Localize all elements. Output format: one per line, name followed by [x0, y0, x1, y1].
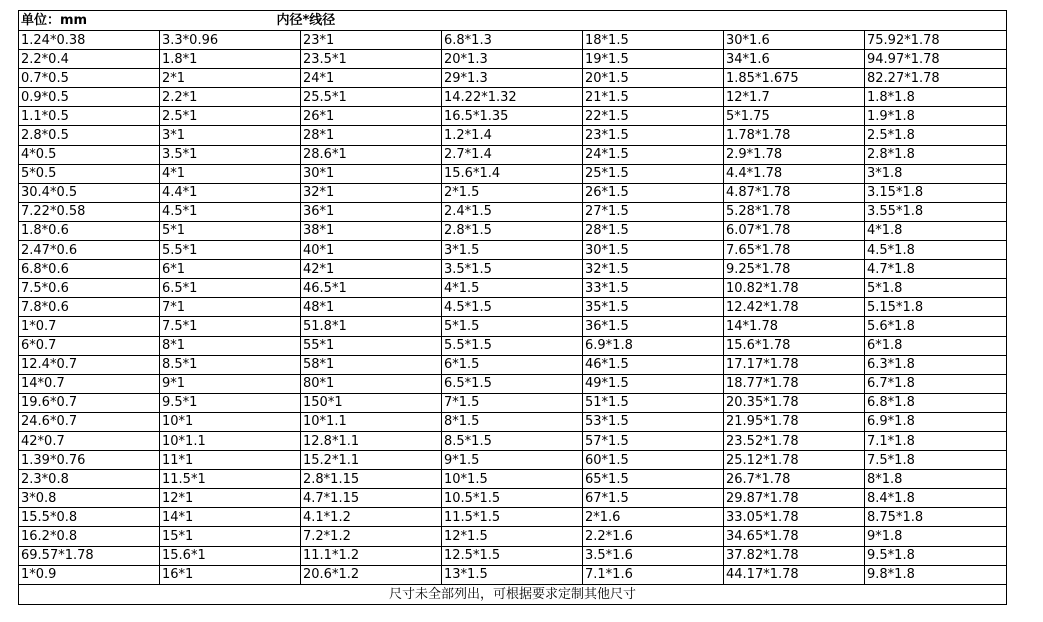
table-cell: 49*1.5: [583, 374, 724, 393]
table-cell: 20*1.5: [583, 69, 724, 88]
table-cell: 44.17*1.78: [724, 565, 865, 584]
table-cell: 6.07*1.78: [724, 221, 865, 240]
table-cell: 9.25*1.78: [724, 260, 865, 279]
table-cell: 6*1.5: [442, 355, 583, 374]
table-cell: 80*1: [301, 374, 442, 393]
table-cell: 21*1.5: [583, 88, 724, 107]
table-cell: 4.5*1.5: [442, 298, 583, 317]
table-row: [19, 355, 1007, 374]
table-cell: 38*1: [301, 221, 442, 240]
table-cell: 10*1.5: [442, 470, 583, 489]
table-cell: 42*0.7: [19, 431, 160, 450]
table-cell: 2.2*1.6: [583, 527, 724, 546]
table-cell: 30*1: [301, 164, 442, 183]
table-cell: 23.5*1: [301, 50, 442, 69]
table-cell: 18.77*1.78: [724, 374, 865, 393]
table-cell: 6.7*1.8: [865, 374, 1007, 393]
table-cell: 5.28*1.78: [724, 202, 865, 221]
table-cell: 12*1: [160, 489, 301, 508]
table-cell: 3.5*1.6: [583, 546, 724, 565]
table-cell: 6.3*1.8: [865, 355, 1007, 374]
table-cell: 25*1.5: [583, 164, 724, 183]
table-cell: 6.8*0.6: [19, 260, 160, 279]
table-cell: 6.8*1.3: [442, 31, 583, 50]
table-cell: 51*1.5: [583, 393, 724, 412]
table-cell: 15*1: [160, 527, 301, 546]
table-row: [19, 565, 1007, 584]
table-row: [19, 107, 1007, 126]
table-row: [19, 145, 1007, 164]
table-cell: 7*1.5: [442, 393, 583, 412]
table-cell: 30.4*0.5: [19, 183, 160, 202]
table-cell: 1.8*0.6: [19, 221, 160, 240]
table-cell: 11*1: [160, 451, 301, 470]
table-cell: 2.4*1.5: [442, 202, 583, 221]
table-cell: 29*1.3: [442, 69, 583, 88]
table-cell: 3.5*1.5: [442, 260, 583, 279]
table-cell: 48*1: [301, 298, 442, 317]
table-row: [19, 489, 1007, 508]
table-cell: 5*1.8: [865, 279, 1007, 298]
table-row: [19, 451, 1007, 470]
table-cell: 4.7*1.8: [865, 260, 1007, 279]
table-cell: 30*1.6: [724, 31, 865, 50]
table-cell: 55*1: [301, 336, 442, 355]
table-cell: 3*1: [160, 126, 301, 145]
table-row: [19, 69, 1007, 88]
table-cell: 9*1.5: [442, 451, 583, 470]
table-cell: 40*1: [301, 241, 442, 260]
table-row: [19, 527, 1007, 546]
table-cell: 4.87*1.78: [724, 183, 865, 202]
table-cell: 12.8*1.1: [301, 431, 442, 450]
table-cell: 65*1.5: [583, 470, 724, 489]
table-cell: 2.5*1: [160, 107, 301, 126]
table-cell: 4.1*1.2: [301, 508, 442, 527]
table-cell: 4.4*1.78: [724, 164, 865, 183]
table-cell: 3.15*1.8: [865, 183, 1007, 202]
table-cell: 6.9*1.8: [583, 336, 724, 355]
table-cell: 3*1.8: [865, 164, 1007, 183]
table-cell: 6*1: [160, 260, 301, 279]
table-cell: 10.82*1.78: [724, 279, 865, 298]
table-cell: 5*1.75: [724, 107, 865, 126]
table-cell: 7.65*1.78: [724, 241, 865, 260]
table-cell: 53*1.5: [583, 412, 724, 431]
table-cell: 36*1: [301, 202, 442, 221]
table-cell: 16*1: [160, 565, 301, 584]
table-cell: 10*1.1: [160, 431, 301, 450]
table-cell: 18*1.5: [583, 31, 724, 50]
table-cell: 1*0.7: [19, 317, 160, 336]
table-cell: 15.6*1: [160, 546, 301, 565]
table-cell: 7*1: [160, 298, 301, 317]
table-cell: 4.7*1.15: [301, 489, 442, 508]
table-cell: 9*1: [160, 374, 301, 393]
table-row: [19, 260, 1007, 279]
table-cell: 7.1*1.8: [865, 431, 1007, 450]
table-cell: 75.92*1.78: [865, 31, 1007, 50]
table-cell: 2.8*1.5: [442, 221, 583, 240]
table-cell: 2.7*1.4: [442, 145, 583, 164]
table-cell: 16.2*0.8: [19, 527, 160, 546]
table-cell: 12.5*1.5: [442, 546, 583, 565]
table-cell: 4*1.8: [865, 221, 1007, 240]
table-cell: 1.2*1.4: [442, 126, 583, 145]
table-cell: 26*1: [301, 107, 442, 126]
table-cell: 10.5*1.5: [442, 489, 583, 508]
table-cell: 8.5*1.5: [442, 431, 583, 450]
table-cell: 46.5*1: [301, 279, 442, 298]
table-cell: 14*1.78: [724, 317, 865, 336]
table-cell: 4.4*1: [160, 183, 301, 202]
table-cell: 26*1.5: [583, 183, 724, 202]
table-row: [19, 470, 1007, 489]
table-row: [19, 317, 1007, 336]
table-cell: 4.5*1.8: [865, 241, 1007, 260]
table-cell: 9.5*1.8: [865, 546, 1007, 565]
table-cell: 15.2*1.1: [301, 451, 442, 470]
table-row: [19, 241, 1007, 260]
table-cell: 2*1.5: [442, 183, 583, 202]
table-row: [19, 88, 1007, 107]
table-cell: 5.5*1: [160, 241, 301, 260]
table-cell: 25.12*1.78: [724, 451, 865, 470]
table-cell: 10*1.1: [301, 412, 442, 431]
table-cell: 3*1.5: [442, 241, 583, 260]
table-cell: 7.2*1.2: [301, 527, 442, 546]
table-cell: 20.35*1.78: [724, 393, 865, 412]
table-cell: 5.15*1.8: [865, 298, 1007, 317]
table-cell: 2.2*1: [160, 88, 301, 107]
table-cell: 6.5*1: [160, 279, 301, 298]
table-cell: 27*1.5: [583, 202, 724, 221]
table-cell: 6.9*1.8: [865, 412, 1007, 431]
table-cell: 15.5*0.8: [19, 508, 160, 527]
table-cell: 11.1*1.2: [301, 546, 442, 565]
table-cell: 7.5*0.6: [19, 279, 160, 298]
table-cell: 1.78*1.78: [724, 126, 865, 145]
table-cell: 2*1.6: [583, 508, 724, 527]
table-cell: 12.4*0.7: [19, 355, 160, 374]
table-cell: 24*1: [301, 69, 442, 88]
table-cell: 20*1.3: [442, 50, 583, 69]
table-row: [19, 412, 1007, 431]
table-row: [19, 336, 1007, 355]
table-cell: 1.1*0.5: [19, 107, 160, 126]
table-cell: 57*1.5: [583, 431, 724, 450]
table-cell: 4*1: [160, 164, 301, 183]
table-cell: 32*1.5: [583, 260, 724, 279]
table-cell: 14*1: [160, 508, 301, 527]
table-cell: 5.6*1.8: [865, 317, 1007, 336]
table-cell: 1.85*1.675: [724, 69, 865, 88]
table-cell: 30*1.5: [583, 241, 724, 260]
table-cell: 8*1.8: [865, 470, 1007, 489]
table-row: [19, 31, 1007, 50]
table-row: [19, 279, 1007, 298]
table-cell: 3.5*1: [160, 145, 301, 164]
table-row: [19, 202, 1007, 221]
table-cell: 11.5*1: [160, 470, 301, 489]
table-cell: 33*1.5: [583, 279, 724, 298]
table-cell: 33.05*1.78: [724, 508, 865, 527]
table-cell: 8*1: [160, 336, 301, 355]
table-cell: 8*1.5: [442, 412, 583, 431]
table-cell: 5*0.5: [19, 164, 160, 183]
table-row: [19, 546, 1007, 565]
table-cell: 10*1: [160, 412, 301, 431]
table-cell: 25.5*1: [301, 88, 442, 107]
table-cell: 8.75*1.8: [865, 508, 1007, 527]
table-cell: 9.8*1.8: [865, 565, 1007, 584]
table-cell: 6.5*1.5: [442, 374, 583, 393]
table-cell: 58*1: [301, 355, 442, 374]
table-cell: 35*1.5: [583, 298, 724, 317]
table-cell: 42*1: [301, 260, 442, 279]
table-cell: 23*1.5: [583, 126, 724, 145]
table-cell: 150*1: [301, 393, 442, 412]
table-cell: 67*1.5: [583, 489, 724, 508]
table-cell: 6.8*1.8: [865, 393, 1007, 412]
table-cell: 34.65*1.78: [724, 527, 865, 546]
table-cell: 24.6*0.7: [19, 412, 160, 431]
table-cell: 15.6*1.4: [442, 164, 583, 183]
table-cell: 28*1.5: [583, 221, 724, 240]
table-cell: 12.42*1.78: [724, 298, 865, 317]
table-cell: 7.5*1: [160, 317, 301, 336]
table-cell: 23*1: [301, 31, 442, 50]
table-row: [19, 508, 1007, 527]
table-cell: 2.8*1.8: [865, 145, 1007, 164]
table-cell: 2.2*0.4: [19, 50, 160, 69]
unit-label: 单位：mm: [19, 11, 160, 31]
table-cell: 36*1.5: [583, 317, 724, 336]
table-cell: 21.95*1.78: [724, 412, 865, 431]
table-cell: 7.22*0.58: [19, 202, 160, 221]
table-row: [19, 164, 1007, 183]
table-cell: 9.5*1: [160, 393, 301, 412]
table-cell: 4.5*1: [160, 202, 301, 221]
table-cell: 46*1.5: [583, 355, 724, 374]
table-cell: 15.6*1.78: [724, 336, 865, 355]
table-cell: 0.7*0.5: [19, 69, 160, 88]
table-cell: 12*1.5: [442, 527, 583, 546]
table-row: [19, 126, 1007, 145]
table-cell: 13*1.5: [442, 565, 583, 584]
table-cell: 5*1: [160, 221, 301, 240]
table-cell: 37.82*1.78: [724, 546, 865, 565]
table-cell: 14*0.7: [19, 374, 160, 393]
footer-note: 尺寸未全部列出，可根据要求定制其他尺寸: [19, 584, 1007, 604]
table-cell: 1.39*0.76: [19, 451, 160, 470]
table-cell: 5.5*1.5: [442, 336, 583, 355]
table-cell: 16.5*1.35: [442, 107, 583, 126]
footer-row: [19, 584, 1007, 604]
table-cell: 0.9*0.5: [19, 88, 160, 107]
table-cell: 4*0.5: [19, 145, 160, 164]
table-cell: 19*1.5: [583, 50, 724, 69]
table-cell: 32*1: [301, 183, 442, 202]
table-cell: 2.5*1.8: [865, 126, 1007, 145]
table-title: 内径*线径: [160, 11, 1007, 31]
table-cell: 2.47*0.6: [19, 241, 160, 260]
table-row: [19, 183, 1007, 202]
table-cell: 2.3*0.8: [19, 470, 160, 489]
table-cell: 2*1: [160, 69, 301, 88]
table-cell: 2.8*0.5: [19, 126, 160, 145]
table-cell: 6*0.7: [19, 336, 160, 355]
table-cell: 11.5*1.5: [442, 508, 583, 527]
table-cell: 2.9*1.78: [724, 145, 865, 164]
table-cell: 29.87*1.78: [724, 489, 865, 508]
table-cell: 51.8*1: [301, 317, 442, 336]
table-cell: 60*1.5: [583, 451, 724, 470]
table-cell: 1.8*1.8: [865, 88, 1007, 107]
table-cell: 28*1: [301, 126, 442, 145]
table-cell: 1.24*0.38: [19, 31, 160, 50]
table-cell: 24*1.5: [583, 145, 724, 164]
table-cell: 22*1.5: [583, 107, 724, 126]
table-cell: 5*1.5: [442, 317, 583, 336]
size-table: [18, 10, 1007, 605]
table-row: [19, 50, 1007, 69]
title-row: [19, 11, 1007, 31]
table-cell: 34*1.6: [724, 50, 865, 69]
table-cell: 7.1*1.6: [583, 565, 724, 584]
table-cell: 82.27*1.78: [865, 69, 1007, 88]
table-cell: 8.5*1: [160, 355, 301, 374]
table-cell: 23.52*1.78: [724, 431, 865, 450]
table-row: [19, 221, 1007, 240]
table-cell: 3*0.8: [19, 489, 160, 508]
table-cell: 1.8*1: [160, 50, 301, 69]
table-cell: 9*1.8: [865, 527, 1007, 546]
table-cell: 2.8*1.15: [301, 470, 442, 489]
table-cell: 26.7*1.78: [724, 470, 865, 489]
table-cell: 6*1.8: [865, 336, 1007, 355]
table-cell: 3.55*1.8: [865, 202, 1007, 221]
table-cell: 94.97*1.78: [865, 50, 1007, 69]
table-cell: 4*1.5: [442, 279, 583, 298]
table-cell: 7.8*0.6: [19, 298, 160, 317]
table-cell: 3.3*0.96: [160, 31, 301, 50]
table-row: [19, 431, 1007, 450]
table-cell: 8.4*1.8: [865, 489, 1007, 508]
table-cell: 17.17*1.78: [724, 355, 865, 374]
table-cell: 1.9*1.8: [865, 107, 1007, 126]
table-cell: 19.6*0.7: [19, 393, 160, 412]
table-cell: 28.6*1: [301, 145, 442, 164]
size-table-body: [19, 11, 1007, 605]
table-cell: 12*1.7: [724, 88, 865, 107]
table-cell: 14.22*1.32: [442, 88, 583, 107]
table-row: [19, 393, 1007, 412]
table-row: [19, 298, 1007, 317]
table-row: [19, 374, 1007, 393]
table-cell: 7.5*1.8: [865, 451, 1007, 470]
table-cell: 69.57*1.78: [19, 546, 160, 565]
table-cell: 1*0.9: [19, 565, 160, 584]
table-cell: 20.6*1.2: [301, 565, 442, 584]
